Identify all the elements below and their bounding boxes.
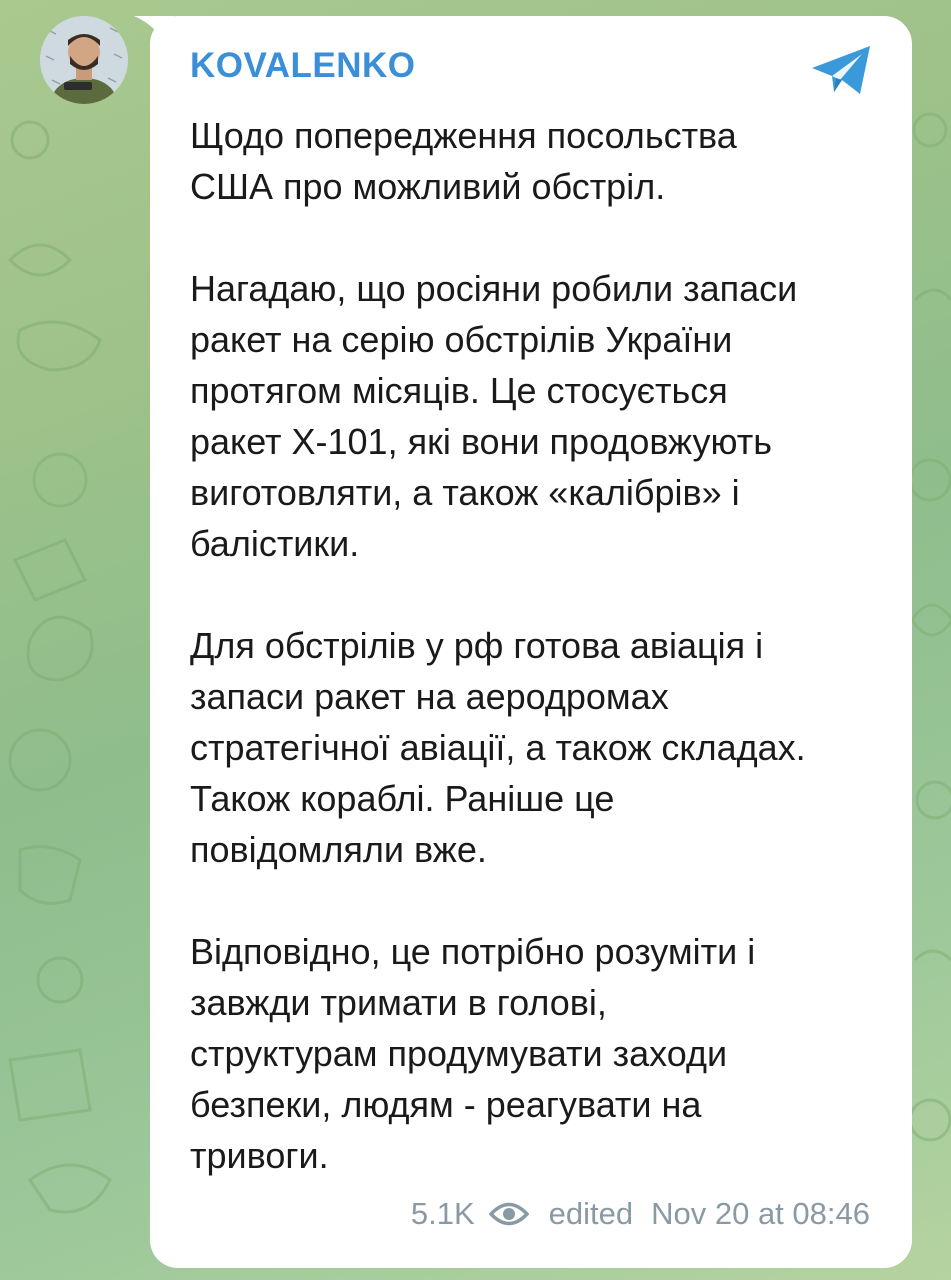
eye-icon <box>489 1201 529 1227</box>
message-meta <box>411 1196 870 1232</box>
edited-label: edited <box>548 1196 634 1231</box>
message-paragraph: Нагадаю, що росіяни робили запаси ракет на серію обстрілів України протягом місяців. Це стосується ракет Х-101, які вони продовжують виготовляти, а також «калібрів» і балістики. <box>190 268 798 564</box>
view-count: 5.1K <box>410 1196 475 1231</box>
message-bubble[interactable] <box>150 16 912 1268</box>
message-paragraph: Відповідно, це потрібно розуміти і завжди тримати в голові, структурам продумувати заходи безпеки, людям - реагувати на тривоги. <box>190 931 756 1176</box>
message-timestamp: Nov 20 at 08:46 <box>651 1196 870 1231</box>
person-avatar-icon <box>40 16 128 104</box>
telegram-share-icon[interactable] <box>810 44 874 98</box>
message-text <box>190 110 890 1181</box>
message-paragraph: Щодо попередження посольства США про можливий обстріл. <box>190 115 737 207</box>
channel-name[interactable]: KOVALENKO <box>190 46 416 85</box>
message-paragraph: Для обстрілів у рф готова авіація і запаси ракет на аеродромах стратегічної авіації, а також складах. Також кораблі. Раніше це повідомляли вже. <box>190 625 806 870</box>
channel-avatar[interactable] <box>40 16 128 104</box>
